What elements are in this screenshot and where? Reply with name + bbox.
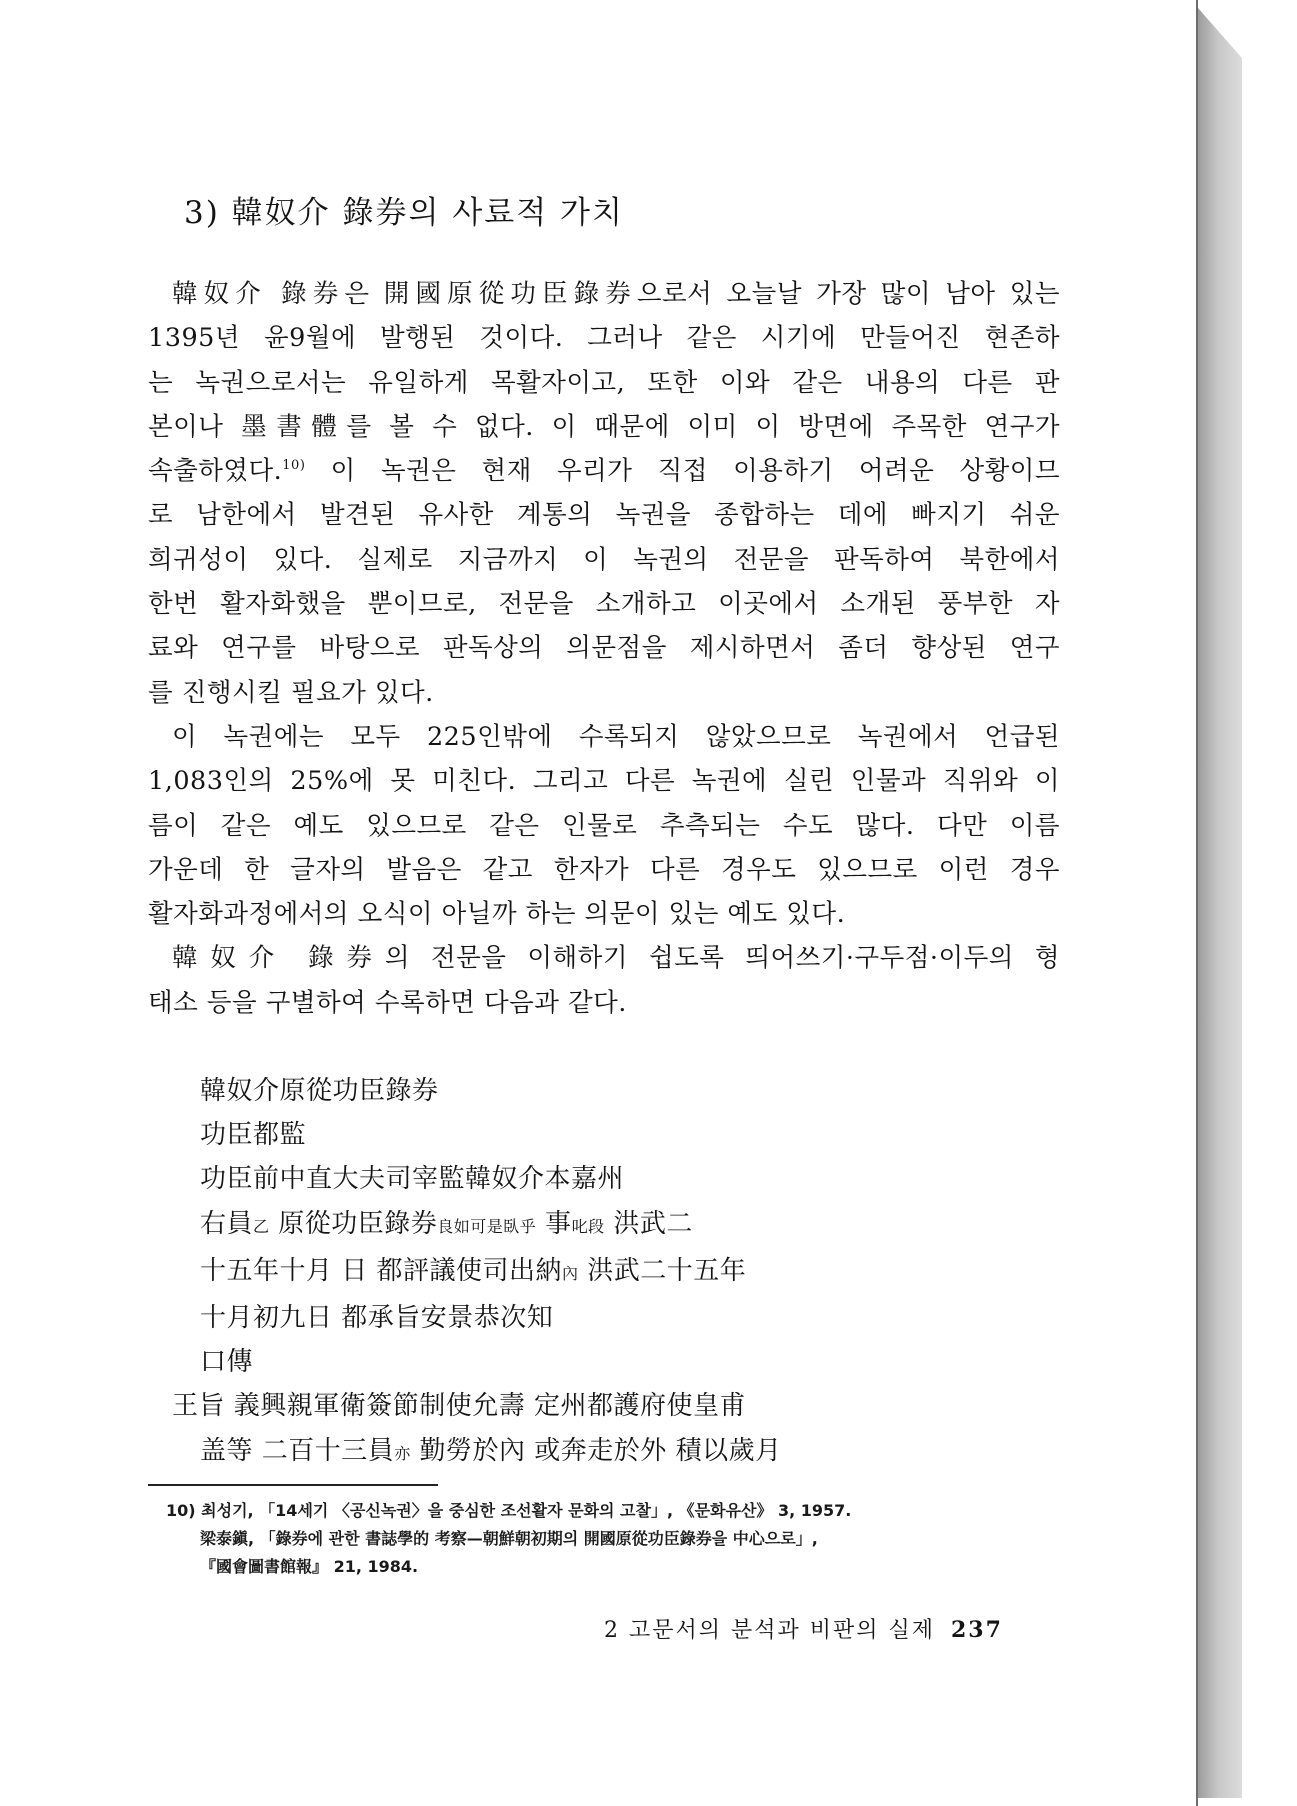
document-line — [148, 1429, 1060, 1476]
text-segment: 속출하였다. — [148, 456, 283, 487]
document-line — [148, 1249, 1060, 1296]
text-line: 름이 같은 예도 있으므로 같은 인물로 추측되는 수도 많다. 다만 이름 — [148, 810, 1060, 841]
running-footer — [604, 1613, 1003, 1644]
text-line: 료와 연구를 바탕으로 판독상의 의문점을 제시하면서 좀더 향상된 연구 — [148, 633, 1060, 664]
text-line: 를 진행시킬 필요가 있다. — [148, 677, 434, 708]
text-line: 가운데 한 글자의 발음은 같고 한자가 다른 경우도 있으므로 이런 경우 — [148, 854, 1060, 885]
text-line: 본이나 墨書體를 볼 수 없다. 이 때문에 이미 이 방면에 주목한 연구가 — [148, 411, 1060, 442]
text-segment: 原從功臣錄券 — [269, 1208, 438, 1239]
paragraph-3 — [148, 936, 1060, 1025]
text-segment: 右員 — [200, 1208, 254, 1239]
text-segment: 十五年十月 日 都評議使司出納 — [200, 1255, 563, 1286]
page-content — [148, 190, 1060, 1476]
page-number: 237 — [951, 1617, 1003, 1643]
page-stack-edge — [1198, 8, 1242, 1798]
footnote-text: 梁泰鎭, 「錄券에 관한 書誌學的 考察—朝鮮朝初期의 開國原從功臣錄券을 中心으로」, — [200, 1529, 818, 1548]
document-line: 功臣都監 — [200, 1120, 307, 1151]
document-line: 功臣前中直大夫司宰監韓奴介本嘉州 — [200, 1164, 625, 1195]
footnote-text: 최성기, 「14세기 〈공신녹권〉을 중심한 조선활자 문화의 고찰」, 《문화유산》 3, 1957. — [201, 1501, 852, 1520]
text-line: 1,083인의 25%에 못 미친다. 그리고 다른 녹권에 실린 인물과 직위와 이 — [148, 766, 1060, 797]
text-segment: 事 — [536, 1208, 572, 1239]
text-segment: 盖等 二百十三員 — [200, 1435, 395, 1466]
text-line: 1395년 윤9월에 발행된 것이다. 그러나 같은 시기에 만들어진 현존하 — [148, 323, 1060, 354]
text-line: 는 녹권으로서는 유일하게 목활자이고, 또한 이와 같은 내용의 다른 판 — [148, 367, 1060, 398]
footnote-label: 10) — [166, 1501, 196, 1520]
text-line — [148, 449, 1060, 493]
document-line — [148, 1202, 1060, 1249]
text-line: 韓奴介 錄券은 開國原從功臣錄券으로서 오늘날 가장 많이 남아 있는 — [172, 279, 1060, 309]
section-heading: 3) 韓奴介 錄券의 사료적 가치 — [184, 195, 624, 231]
document-line: 韓奴介原從功臣錄券 — [200, 1076, 439, 1107]
idu-particle: 內 — [562, 1263, 579, 1283]
text-segment: 洪武二 — [604, 1208, 693, 1239]
document-transcription — [148, 1069, 1060, 1476]
text-line: 韓奴介 錄券의 전문을 이해하기 쉽도록 띄어쓰기·구두점·이두의 형 — [172, 943, 1060, 974]
idu-particle: 乙 — [253, 1216, 270, 1236]
text-segment: 勤勞於內 或奔走於外 積以歲月 — [410, 1435, 782, 1466]
footnote-text: 『國會圖書館報』 21, 1984. — [200, 1557, 419, 1576]
text-segment: 이 녹권은 현재 우리가 직접 이용하기 어려운 상황이므 — [305, 456, 1060, 487]
text-line: 희귀성이 있다. 실제로 지금까지 이 녹권의 전문을 판독하여 북한에서 — [148, 544, 1060, 575]
footnote-reference: 10) — [282, 458, 306, 474]
text-line: 로 남한에서 발견된 유사한 계통의 녹권을 종합하는 데에 빠지기 쉬운 — [148, 500, 1060, 531]
idu-particle: 良如可是臥乎 — [437, 1216, 537, 1236]
text-line: 이 녹권에는 모두 225인밖에 수록되지 않았으므로 녹권에서 언급된 — [172, 721, 1060, 752]
document-line: 口傳 — [200, 1347, 254, 1378]
text-segment: 洪武二十五年 — [578, 1255, 747, 1286]
idu-particle: 叱段 — [571, 1216, 605, 1236]
chapter-title: 2 고문서의 분석과 비판의 실제 — [604, 1618, 935, 1643]
text-line: 활자화과정에서의 오식이 아닐까 하는 의문이 있는 예도 있다. — [148, 899, 846, 930]
document-line: 王旨 義興親軍衛簽節制使允壽 定州都護府使皇甫 — [172, 1391, 747, 1422]
text-line: 한번 활자화했을 뿐이므로, 전문을 소개하고 이곳에서 소개된 풍부한 자 — [148, 589, 1060, 620]
text-line: 태소 등을 구별하여 수록하면 다음과 같다. — [148, 987, 627, 1018]
footnote-divider — [148, 1484, 438, 1486]
document-line: 十月初九日 都承旨安景恭次知 — [200, 1303, 554, 1334]
paragraph-1 — [148, 272, 1060, 715]
idu-particle: 亦 — [394, 1443, 411, 1463]
paragraph-2 — [148, 715, 1060, 936]
footnote-10 — [166, 1497, 1066, 1581]
